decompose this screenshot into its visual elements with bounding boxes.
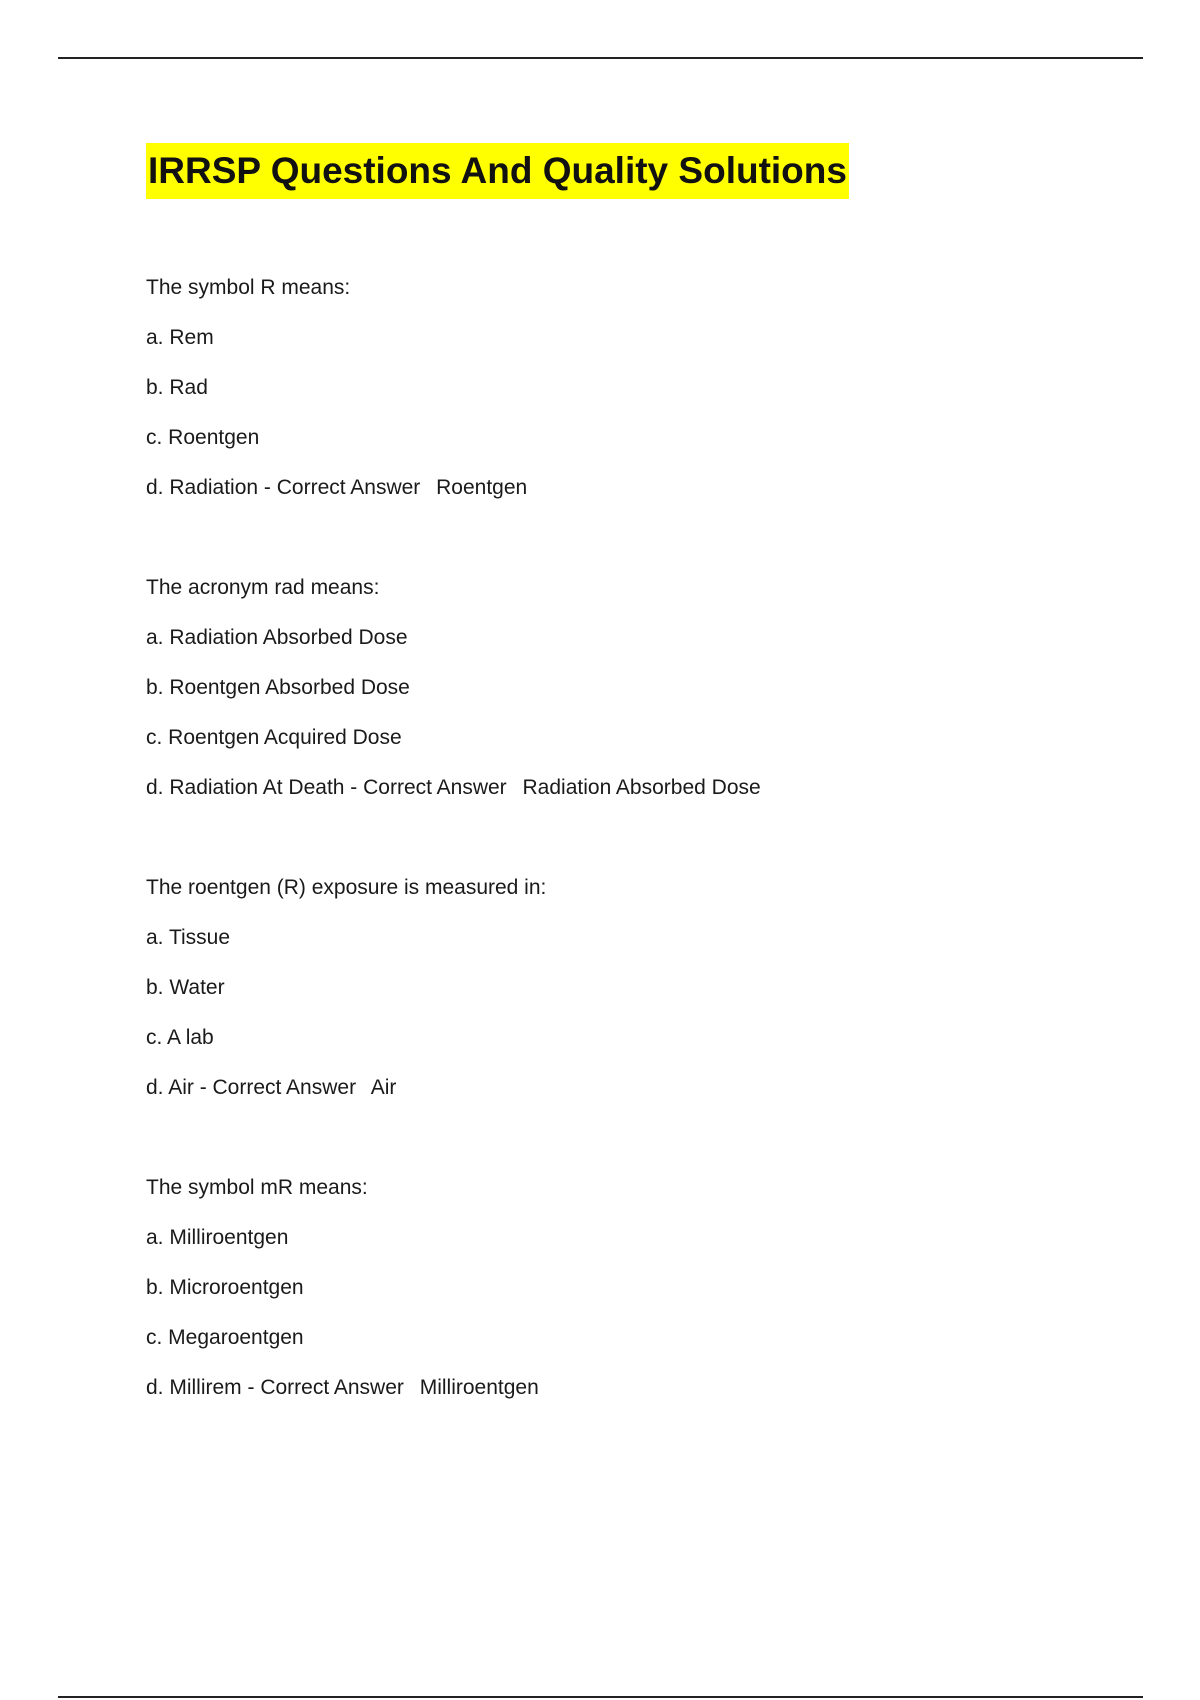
- correct-answer: Radiation Absorbed Dose: [522, 776, 761, 799]
- answer-option: b. Roentgen Absorbed Dose: [146, 676, 410, 699]
- answer-option: d. Millirem - Correct Answer: [146, 1376, 404, 1399]
- answer-option: a. Tissue: [146, 926, 231, 949]
- answer-option-with-key: [146, 1363, 1146, 1413]
- answer-option: d. Radiation - Correct Answer: [146, 476, 421, 499]
- question-block: [146, 563, 1146, 813]
- correct-answer: Roentgen: [436, 476, 528, 499]
- answer-option: a. Rem: [146, 326, 214, 349]
- answer-option: c. Megaroentgen: [146, 1326, 304, 1349]
- answer-option-with-key: [146, 463, 1146, 513]
- answer-option: c. Roentgen Acquired Dose: [146, 726, 402, 749]
- answer-option-with-key: [146, 763, 1146, 813]
- question-block: [146, 1163, 1146, 1413]
- answer-option: d. Radiation At Death - Correct Answer: [146, 776, 507, 799]
- question-prompt: The acronym rad means:: [146, 576, 380, 599]
- bottom-rule: [58, 1696, 1143, 1698]
- document-body: [146, 143, 1146, 1413]
- answer-option: b. Water: [146, 976, 225, 999]
- document-title: IRRSP Questions And Quality Solutions: [146, 143, 849, 199]
- answer-option: d. Air - Correct Answer: [146, 1076, 357, 1099]
- question-list: [146, 263, 1146, 1413]
- answer-option: c. Roentgen: [146, 426, 260, 449]
- top-rule: [58, 57, 1143, 59]
- question-prompt: The symbol mR means:: [146, 1176, 368, 1199]
- question-block: [146, 263, 1146, 513]
- correct-answer: Air: [370, 1076, 397, 1099]
- question-block: [146, 863, 1146, 1113]
- question-prompt: The symbol R means:: [146, 276, 351, 299]
- answer-option: b. Microroentgen: [146, 1276, 304, 1299]
- answer-option: c. A lab: [146, 1026, 214, 1049]
- answer-option: a. Radiation Absorbed Dose: [146, 626, 408, 649]
- correct-answer: Milliroentgen: [419, 1376, 539, 1399]
- answer-option: a. Milliroentgen: [146, 1226, 289, 1249]
- answer-option-with-key: [146, 1063, 1146, 1113]
- answer-option: b. Rad: [146, 376, 208, 399]
- question-prompt: The roentgen (R) exposure is measured in:: [146, 876, 547, 899]
